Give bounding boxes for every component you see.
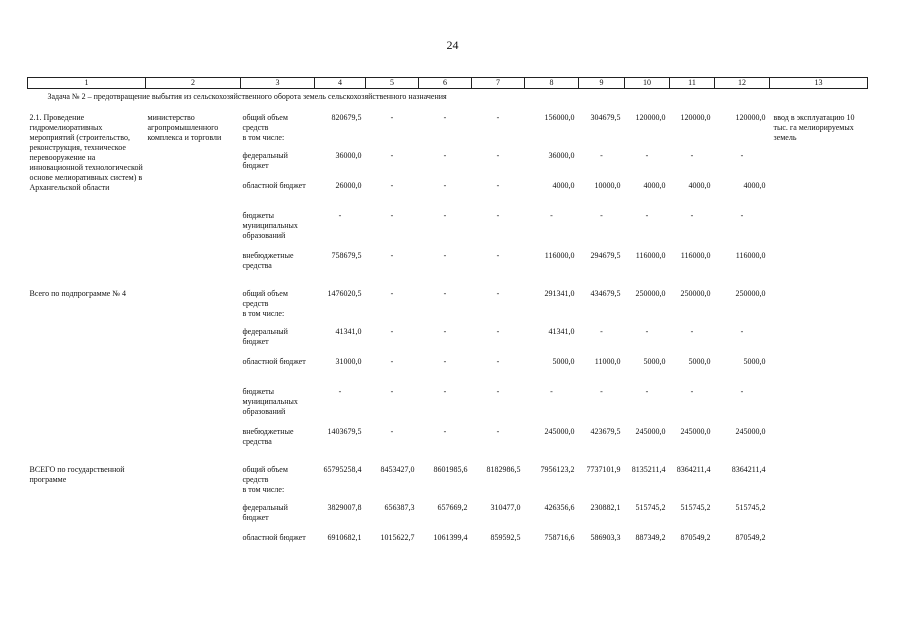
amount-cell: 36000,0 (335, 151, 362, 160)
amount-cell: 586903,3 (590, 533, 621, 542)
amount-cell: 250000,0 (635, 289, 666, 298)
amount-cell: - (496, 387, 500, 396)
amount-cell: 4000,0 (743, 181, 766, 190)
amount-cell (366, 485, 419, 503)
amount-cell: - (338, 387, 342, 396)
amount-cell: - (645, 211, 649, 220)
section-title: ВСЕГО по государственной программе (29, 465, 125, 484)
amount-cell: 1476020,5 (327, 289, 362, 298)
amount-cell (625, 309, 670, 327)
col-header-5: 5 (366, 78, 419, 89)
amount-cell: 758679,5 (331, 251, 362, 260)
amount-cell: - (690, 211, 694, 220)
amount-cell: 887349,2 (635, 533, 666, 542)
amount-cell: - (690, 387, 694, 396)
table-row (28, 105, 868, 133)
amount-cell: - (690, 327, 694, 336)
amount-cell: - (443, 181, 447, 190)
amount-cell: - (496, 357, 500, 366)
amount-cell: 294679,5 (590, 251, 621, 260)
section-executor (146, 457, 241, 563)
task-title: Задача № 2 – предотвращение выбытия из сельскохозяйственного оборота земель сельскохозяйственного назначения (47, 92, 447, 101)
amount-cell: 1403679,5 (327, 427, 362, 436)
funding-source: внебюджетные средства (242, 427, 294, 446)
amount-cell (472, 133, 525, 151)
amount-cell: - (390, 387, 394, 396)
col-header-12: 12 (715, 78, 770, 89)
amount-cell: - (390, 211, 394, 220)
col-header-11: 11 (670, 78, 715, 89)
amount-cell: 7737101,9 (586, 465, 621, 474)
funding-source: в том числе: (242, 133, 285, 142)
amount-cell: - (390, 357, 394, 366)
section-executor: министерство агропромышленного комплекса и торговли (147, 113, 222, 142)
amount-cell: 250000,0 (735, 289, 766, 298)
expected-result (770, 281, 868, 457)
amount-cell: 10000,0 (594, 181, 621, 190)
amount-cell: 4000,0 (643, 181, 666, 190)
funding-source: федеральный бюджет (242, 151, 288, 170)
funding-source: общий объем средств (242, 289, 288, 308)
amount-cell: - (600, 211, 603, 220)
amount-cell: 1015622,7 (380, 533, 415, 542)
amount-cell: 515745,2 (735, 503, 766, 512)
funding-source: в том числе: (242, 309, 285, 318)
amount-cell: 116000,0 (680, 251, 711, 260)
amount-cell: - (496, 251, 500, 260)
page-number: 24 (446, 38, 459, 52)
amount-cell: 6910682,1 (327, 533, 362, 542)
amount-cell: - (740, 211, 744, 220)
amount-cell: 120000,0 (680, 113, 711, 122)
amount-cell (670, 133, 715, 151)
amount-cell: 8601985,6 (433, 465, 468, 474)
col-header-3: 3 (241, 78, 315, 89)
amount-cell: 11000,0 (594, 357, 621, 366)
amount-cell: 245000,0 (680, 427, 711, 436)
col-header-9: 9 (579, 78, 625, 89)
amount-cell: - (443, 251, 447, 260)
amount-cell: - (740, 387, 744, 396)
amount-cell: - (443, 357, 447, 366)
amount-cell (625, 485, 670, 503)
amount-cell (625, 133, 670, 151)
funding-source: общий объем средств (242, 113, 288, 132)
amount-cell: - (496, 327, 500, 336)
amount-cell: - (496, 181, 500, 190)
amount-cell: 304679,5 (590, 113, 621, 122)
amount-cell: - (443, 427, 447, 436)
table-body (28, 89, 868, 564)
amount-cell: - (740, 151, 744, 160)
amount-cell: 116000,0 (735, 251, 766, 260)
amount-cell: - (338, 211, 342, 220)
amount-cell: 8364211,4 (676, 465, 711, 474)
col-header-6: 6 (419, 78, 472, 89)
amount-cell (315, 133, 366, 151)
amount-cell (715, 485, 770, 503)
amount-cell: 8453427,0 (380, 465, 415, 474)
amount-cell: 156000,0 (544, 113, 575, 122)
amount-cell: 5000,0 (643, 357, 666, 366)
amount-cell: 515745,2 (635, 503, 666, 512)
amount-cell: - (496, 113, 500, 122)
amount-cell (525, 133, 579, 151)
amount-cell (472, 309, 525, 327)
amount-cell: 5000,0 (688, 357, 711, 366)
amount-cell: - (496, 289, 500, 298)
column-number-row (28, 78, 868, 89)
amount-cell (315, 485, 366, 503)
amount-cell (366, 309, 419, 327)
amount-cell (366, 133, 419, 151)
amount-cell: 291341,0 (544, 289, 575, 298)
col-header-2: 2 (146, 78, 241, 89)
amount-cell: 5000,0 (743, 357, 766, 366)
funding-source: федеральный бюджет (242, 327, 288, 346)
expected-result (770, 457, 868, 563)
amount-cell: - (600, 327, 603, 336)
col-header-8: 8 (525, 78, 579, 89)
amount-cell: 7956123,2 (540, 465, 575, 474)
amount-cell: 26000,0 (335, 181, 362, 190)
amount-cell: 310477,0 (490, 503, 521, 512)
amount-cell: 245000,0 (735, 427, 766, 436)
amount-cell (670, 485, 715, 503)
amount-cell: - (690, 151, 694, 160)
amount-cell: 230882,1 (590, 503, 621, 512)
funding-source: областной бюджет (242, 357, 306, 366)
amount-cell: - (390, 427, 394, 436)
amount-cell (670, 309, 715, 327)
amount-cell: - (550, 211, 553, 220)
amount-cell: 36000,0 (548, 151, 575, 160)
amount-cell: 245000,0 (544, 427, 575, 436)
amount-cell (472, 485, 525, 503)
amount-cell (579, 485, 625, 503)
amount-cell: 245000,0 (635, 427, 666, 436)
amount-cell: 41341,0 (548, 327, 575, 336)
table-row (28, 457, 868, 485)
amount-cell (419, 133, 472, 151)
amount-cell: 250000,0 (680, 289, 711, 298)
amount-cell: 657669,2 (437, 503, 468, 512)
col-header-1: 1 (28, 78, 146, 89)
amount-cell: - (443, 211, 447, 220)
col-header-7: 7 (472, 78, 525, 89)
amount-cell: - (496, 151, 500, 160)
amount-cell (315, 309, 366, 327)
amount-cell (579, 133, 625, 151)
amount-cell: - (443, 113, 447, 122)
section-title: Всего по подпрограмме № 4 (29, 289, 126, 298)
amount-cell: - (496, 211, 500, 220)
amount-cell: 870549,2 (680, 533, 711, 542)
amount-cell: - (600, 387, 603, 396)
budget-table (27, 77, 868, 563)
amount-cell: 120000,0 (735, 113, 766, 122)
amount-cell: 5000,0 (552, 357, 575, 366)
amount-cell: - (550, 387, 553, 396)
amount-cell: 120000,0 (635, 113, 666, 122)
amount-cell: - (443, 327, 447, 336)
amount-cell (525, 309, 579, 327)
table-row (28, 281, 868, 309)
amount-cell: - (740, 327, 744, 336)
amount-cell: - (645, 387, 649, 396)
amount-cell: - (600, 151, 603, 160)
amount-cell: - (645, 151, 649, 160)
amount-cell: 65795258,4 (323, 465, 362, 474)
amount-cell: - (390, 151, 394, 160)
amount-cell: 41341,0 (335, 327, 362, 336)
amount-cell: - (443, 289, 447, 298)
amount-cell: - (645, 327, 649, 336)
amount-cell: - (390, 251, 394, 260)
funding-source: бюджеты муниципальных образований (242, 387, 298, 416)
section-title: 2.1. Проведение гидромелиоративных мероприятий (строительство, реконструкция, техническое перевооружение на инновационной технологической основе мелиоративных систем) в Архангельской области (29, 113, 143, 192)
amount-cell: 859592,5 (490, 533, 521, 542)
amount-cell: 4000,0 (688, 181, 711, 190)
amount-cell: 820679,5 (331, 113, 362, 122)
amount-cell: - (443, 151, 447, 160)
amount-cell: 423679,5 (590, 427, 621, 436)
funding-source: в том числе: (242, 485, 285, 494)
amount-cell: - (390, 289, 394, 298)
funding-source: внебюджетные средства (242, 251, 294, 270)
amount-cell: 1061399,4 (433, 533, 468, 542)
amount-cell: 426356,6 (544, 503, 575, 512)
col-header-10: 10 (625, 78, 670, 89)
funding-source: бюджеты муниципальных образований (242, 211, 298, 240)
amount-cell: 434679,5 (590, 289, 621, 298)
amount-cell (579, 309, 625, 327)
amount-cell: - (390, 181, 394, 190)
amount-cell: 8182986,5 (486, 465, 521, 474)
amount-cell: - (390, 327, 394, 336)
amount-cell: 116000,0 (544, 251, 575, 260)
col-header-4: 4 (315, 78, 366, 89)
amount-cell: 515745,2 (680, 503, 711, 512)
funding-source: областной бюджет (242, 533, 306, 542)
amount-cell: - (390, 113, 394, 122)
amount-cell: - (496, 427, 500, 436)
section-executor (146, 281, 241, 457)
expected-result: ввод в эксплуатацию 10 тыс. га мелиорируемых земель (773, 113, 855, 142)
amount-cell: 656387,3 (384, 503, 415, 512)
amount-cell: 8135211,4 (631, 465, 666, 474)
amount-cell (525, 485, 579, 503)
task-title-row (28, 89, 868, 106)
funding-source: областной бюджет (242, 181, 306, 190)
amount-cell: 31000,0 (335, 357, 362, 366)
amount-cell: 758716,6 (544, 533, 575, 542)
col-header-13: 13 (770, 78, 868, 89)
amount-cell (715, 133, 770, 151)
amount-cell: 4000,0 (552, 181, 575, 190)
amount-cell (419, 485, 472, 503)
amount-cell: 870549,2 (735, 533, 766, 542)
amount-cell: - (443, 387, 447, 396)
amount-cell: 116000,0 (635, 251, 666, 260)
amount-cell (419, 309, 472, 327)
amount-cell (715, 309, 770, 327)
funding-source: федеральный бюджет (242, 503, 288, 522)
amount-cell: 3829007,8 (327, 503, 362, 512)
funding-source: общий объем средств (242, 465, 288, 484)
amount-cell: 8364211,4 (731, 465, 766, 474)
budget-table-container (27, 77, 867, 563)
